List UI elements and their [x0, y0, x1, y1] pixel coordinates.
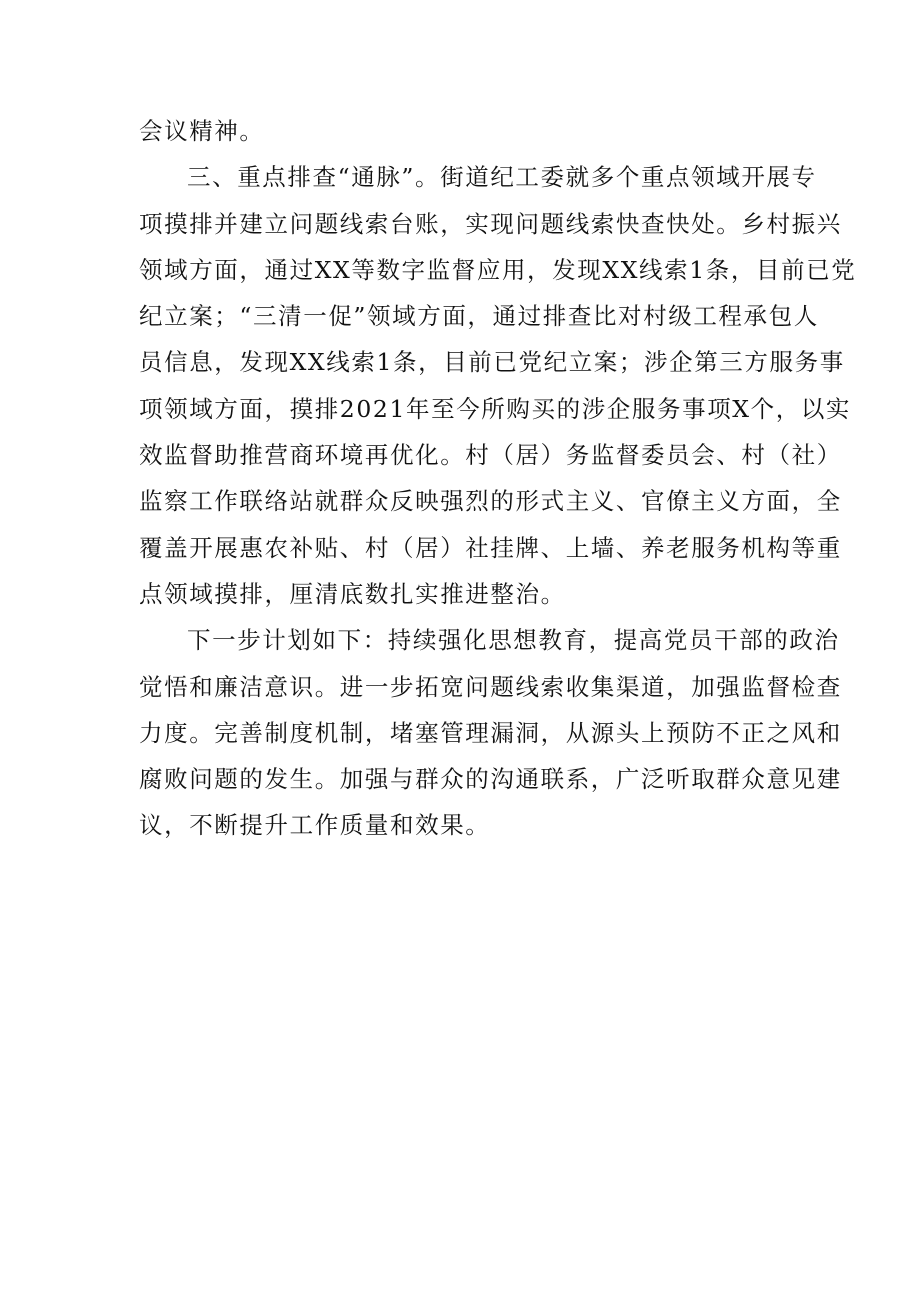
text-line: 领域方面，通过XX等数字监督应用，发现XX线索1条，目前已党 [139, 255, 857, 284]
text-line: 纪立案；“三清一促”领域方面，通过排查比对村级工程承包人 [139, 302, 819, 331]
text-line: 下一步计划如下：持续强化思想教育，提高党员干部的政治 [187, 626, 840, 655]
text-line: 效监督助推营商环境再优化。村（居）务监督委员会、村（社） [139, 441, 842, 470]
text-line: 力度。完善制度机制，堵塞管理漏洞，从源头上预防不正之风和 [139, 718, 842, 747]
text-line: 项领域方面，摸排2021年至今所购买的涉企服务事项X个，以实 [139, 394, 852, 423]
text-line: 员信息，发现XX线索1条，目前已党纪立案；涉企第三方服务事 [139, 348, 845, 377]
text-line: 议，不断提升工作质量和效果。 [139, 811, 491, 840]
text-line: 项摸排并建立问题线索台账，实现问题线索快查快处。乡村振兴 [139, 209, 842, 238]
document-body [139, 108, 857, 849]
text-line: 腐败问题的发生。加强与群众的沟通联系，广泛听取群众意见建 [139, 765, 842, 794]
text-line: 会议精神。 [139, 117, 265, 145]
text-line: 点领域摸排，厘清底数扎实推进整治。 [139, 579, 566, 608]
text-line: 觉悟和廉洁意识。进一步拓宽问题线索收集渠道，加强监督检查 [139, 672, 842, 701]
text-line: 覆盖开展惠农补贴、村（居）社挂牌、上墙、养老服务机构等重 [139, 533, 842, 562]
text-line: 三、重点排查“通脉”。街道纪工委就多个重点领域开展专 [187, 163, 817, 192]
text-line: 监察工作联络站就群众反映强烈的形式主义、官僚主义方面，全 [139, 487, 842, 516]
